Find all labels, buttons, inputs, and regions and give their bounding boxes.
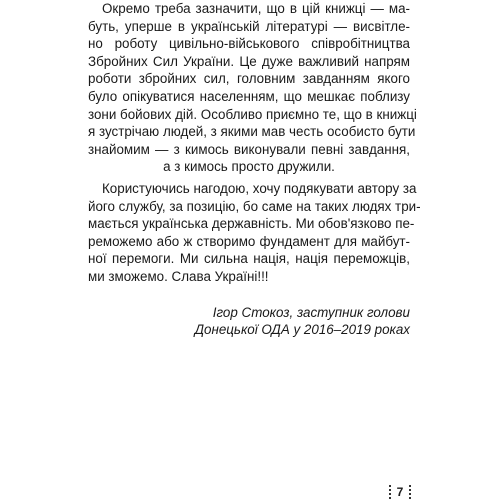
signature-line-1: Ігор Стокоз, заступник голови <box>212 304 410 320</box>
text-line: Окремо треба зазначити, що в цій книжці — ма- <box>102 1 410 16</box>
text-line: Користуючись нагодою, хочу подякувати автору за <box>102 180 417 196</box>
text-line: роботи збройних сил, головним завданням якого <box>88 71 410 87</box>
text-line: но роботу цивільно-військового співробітництва <box>88 36 410 52</box>
text-line: а з кимось просто дружили. <box>163 159 335 175</box>
page-footer <box>380 484 420 500</box>
signature-line-2: Донецької ОДА у 2016–2019 роках <box>194 322 410 338</box>
text-line: мається українська державність. Ми обов'язково пе- <box>88 216 415 232</box>
signature <box>88 304 410 339</box>
text-line: буть, уперше в українській літературі — висвітле- <box>88 18 410 34</box>
footer-divider-left <box>389 485 391 499</box>
footer-divider-right <box>409 485 411 499</box>
text-line: знайомим — з кимось виконували певні завдання, <box>88 141 410 157</box>
text-line: Збройних Сил України. Це дуже важливий напрям <box>88 53 410 69</box>
text-line: було опікуватися населенням, що мешкає поблизу <box>88 88 410 104</box>
paragraph-2 <box>88 180 421 286</box>
text-line: я зустрічаю людей, з якими мав честь особисто бути <box>88 124 416 140</box>
body-text <box>88 0 421 339</box>
text-line: ми зможемо. Слава Україні!!! <box>88 268 269 284</box>
text-line: його службу, за позицію, бо саме на таких людях три- <box>88 198 421 214</box>
text-line: зони бойових дій. Особливо приємно те, що в книжці <box>88 106 417 122</box>
paragraph-1 <box>88 0 417 176</box>
text-line: реможемо або ж створимо фундамент для майбут- <box>88 233 410 249</box>
page-number: 7 <box>396 485 404 499</box>
text-line: ної перемоги. Ми сильна нація, нація переможців, <box>88 251 410 267</box>
